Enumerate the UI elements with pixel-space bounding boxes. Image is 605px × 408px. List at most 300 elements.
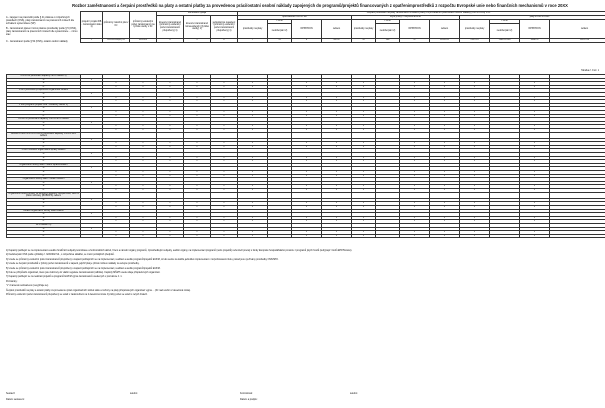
cell[interactable]: x bbox=[292, 100, 322, 104]
cell[interactable]: x bbox=[400, 174, 430, 178]
cell[interactable]: x bbox=[157, 231, 184, 235]
cell[interactable]: x bbox=[322, 125, 352, 129]
cell[interactable]: x bbox=[400, 234, 430, 238]
cell[interactable]: x bbox=[400, 142, 430, 146]
cell[interactable]: x bbox=[103, 160, 130, 164]
cell[interactable]: x bbox=[238, 100, 268, 104]
cell[interactable]: x bbox=[520, 96, 550, 100]
cell[interactable]: x bbox=[322, 171, 352, 175]
cell[interactable]: x bbox=[184, 85, 211, 89]
cell[interactable]: x bbox=[130, 145, 157, 149]
cell[interactable]: x bbox=[460, 125, 490, 129]
cell[interactable]: x bbox=[130, 205, 157, 209]
cell[interactable]: x bbox=[400, 145, 430, 149]
cell[interactable]: x bbox=[130, 202, 157, 206]
cell[interactable]: x bbox=[520, 100, 550, 104]
cell[interactable]: x bbox=[184, 216, 211, 220]
cell[interactable]: x bbox=[322, 185, 352, 189]
cell[interactable]: x bbox=[430, 100, 460, 104]
cell[interactable]: x bbox=[81, 78, 103, 82]
cell[interactable]: x bbox=[430, 234, 460, 238]
cell[interactable]: x bbox=[157, 100, 184, 104]
cell[interactable]: x bbox=[211, 128, 238, 132]
cell[interactable]: x bbox=[430, 82, 460, 86]
cell[interactable]: x bbox=[81, 121, 103, 125]
cell[interactable]: x bbox=[157, 160, 184, 164]
cell[interactable]: x bbox=[520, 189, 550, 193]
cell[interactable]: x bbox=[103, 100, 130, 104]
cell[interactable]: x bbox=[211, 220, 238, 224]
cell[interactable]: x bbox=[81, 138, 103, 142]
cell[interactable]: x bbox=[130, 189, 157, 193]
cell[interactable]: x bbox=[184, 100, 211, 104]
cell[interactable]: x bbox=[400, 156, 430, 160]
cell[interactable]: x bbox=[292, 110, 322, 114]
cell[interactable]: x bbox=[460, 216, 490, 220]
cell[interactable]: x bbox=[184, 220, 211, 224]
cell[interactable]: x bbox=[322, 156, 352, 160]
cell[interactable]: x bbox=[184, 96, 211, 100]
cell[interactable]: x bbox=[322, 220, 352, 224]
cell[interactable]: x bbox=[520, 110, 550, 114]
cell[interactable]: x bbox=[430, 174, 460, 178]
cell[interactable]: x bbox=[211, 114, 238, 118]
cell[interactable]: x bbox=[103, 96, 130, 100]
cell[interactable]: x bbox=[322, 100, 352, 104]
cell[interactable]: x bbox=[400, 82, 430, 86]
cell[interactable]: x bbox=[130, 128, 157, 132]
cell[interactable]: x bbox=[211, 156, 238, 160]
cell[interactable]: x bbox=[400, 220, 430, 224]
cell[interactable]: x bbox=[400, 189, 430, 193]
cell[interactable]: x bbox=[103, 85, 130, 89]
cell[interactable]: x bbox=[352, 125, 376, 129]
cell[interactable]: x bbox=[157, 114, 184, 118]
cell[interactable]: x bbox=[292, 160, 322, 164]
cell[interactable]: x bbox=[184, 128, 211, 132]
cell[interactable]: x bbox=[460, 128, 490, 132]
cell[interactable]: x bbox=[130, 216, 157, 220]
cell[interactable]: x bbox=[460, 142, 490, 146]
cell[interactable]: x bbox=[103, 142, 130, 146]
cell[interactable]: x bbox=[400, 85, 430, 89]
cell[interactable]: x bbox=[157, 234, 184, 238]
cell[interactable]: x bbox=[184, 174, 211, 178]
cell[interactable]: x bbox=[322, 174, 352, 178]
cell[interactable]: x bbox=[157, 96, 184, 100]
cell[interactable]: x bbox=[130, 110, 157, 114]
cell[interactable]: x bbox=[460, 160, 490, 164]
cell[interactable]: x bbox=[322, 205, 352, 209]
cell[interactable]: x bbox=[352, 160, 376, 164]
cell[interactable]: x bbox=[520, 216, 550, 220]
cell[interactable]: x bbox=[322, 85, 352, 89]
cell[interactable]: x bbox=[292, 85, 322, 89]
cell[interactable]: x bbox=[157, 128, 184, 132]
cell[interactable]: x bbox=[352, 100, 376, 104]
cell[interactable]: x bbox=[184, 185, 211, 189]
cell[interactable]: x bbox=[130, 220, 157, 224]
cell[interactable]: x bbox=[520, 202, 550, 206]
cell[interactable]: x bbox=[322, 128, 352, 132]
cell[interactable]: x bbox=[238, 234, 268, 238]
cell[interactable]: x bbox=[103, 82, 130, 86]
cell[interactable]: x bbox=[520, 142, 550, 146]
cell[interactable]: x bbox=[184, 125, 211, 129]
cell[interactable]: x bbox=[400, 231, 430, 235]
cell[interactable]: x bbox=[352, 220, 376, 224]
cell[interactable]: x bbox=[430, 202, 460, 206]
cell[interactable]: x bbox=[103, 174, 130, 178]
cell[interactable]: x bbox=[157, 125, 184, 129]
cell[interactable]: x bbox=[81, 153, 103, 157]
cell[interactable]: x bbox=[460, 82, 490, 86]
cell[interactable]: x bbox=[130, 231, 157, 235]
cell[interactable]: x bbox=[352, 216, 376, 220]
cell[interactable]: x bbox=[238, 128, 268, 132]
cell[interactable]: x bbox=[238, 85, 268, 89]
cell[interactable]: x bbox=[430, 231, 460, 235]
cell[interactable]: x bbox=[322, 114, 352, 118]
cell[interactable]: x bbox=[103, 128, 130, 132]
cell[interactable]: x bbox=[157, 145, 184, 149]
cell[interactable]: x bbox=[460, 100, 490, 104]
cell[interactable]: x bbox=[292, 114, 322, 118]
cell[interactable] bbox=[268, 234, 292, 238]
cell[interactable]: x bbox=[352, 145, 376, 149]
cell[interactable]: x bbox=[130, 100, 157, 104]
cell[interactable]: x bbox=[430, 189, 460, 193]
cell[interactable]: x bbox=[520, 156, 550, 160]
cell[interactable]: x bbox=[238, 174, 268, 178]
cell[interactable]: x bbox=[400, 216, 430, 220]
cell[interactable]: x bbox=[130, 160, 157, 164]
cell[interactable]: x bbox=[81, 167, 103, 171]
cell[interactable]: x bbox=[103, 171, 130, 175]
cell[interactable]: x bbox=[130, 142, 157, 146]
cell[interactable]: x bbox=[81, 213, 103, 217]
cell[interactable]: x bbox=[238, 220, 268, 224]
cell[interactable]: x bbox=[238, 205, 268, 209]
cell[interactable]: x bbox=[292, 128, 322, 132]
cell[interactable]: x bbox=[238, 82, 268, 86]
cell[interactable]: x bbox=[292, 171, 322, 175]
cell[interactable]: x bbox=[211, 85, 238, 89]
cell[interactable]: x bbox=[292, 96, 322, 100]
cell[interactable]: x bbox=[352, 174, 376, 178]
cell[interactable]: x bbox=[292, 156, 322, 160]
cell[interactable]: x bbox=[130, 174, 157, 178]
cell[interactable]: x bbox=[430, 125, 460, 129]
cell[interactable]: x bbox=[130, 171, 157, 175]
cell[interactable]: x bbox=[81, 227, 103, 231]
cell[interactable]: x bbox=[430, 114, 460, 118]
cell[interactable]: x bbox=[322, 82, 352, 86]
cell[interactable]: x bbox=[103, 220, 130, 224]
cell[interactable] bbox=[81, 234, 103, 238]
cell[interactable]: x bbox=[430, 216, 460, 220]
cell[interactable]: x bbox=[460, 234, 490, 238]
cell[interactable]: x bbox=[157, 174, 184, 178]
cell[interactable]: x bbox=[292, 205, 322, 209]
cell[interactable]: x bbox=[520, 171, 550, 175]
cell[interactable]: x bbox=[322, 96, 352, 100]
cell[interactable]: x bbox=[211, 96, 238, 100]
cell[interactable] bbox=[376, 234, 400, 238]
cell[interactable]: x bbox=[352, 202, 376, 206]
cell[interactable]: x bbox=[103, 145, 130, 149]
cell[interactable]: x bbox=[211, 82, 238, 86]
cell[interactable]: x bbox=[430, 185, 460, 189]
cell[interactable]: x bbox=[238, 160, 268, 164]
cell[interactable]: x bbox=[238, 189, 268, 193]
cell[interactable]: x bbox=[352, 110, 376, 114]
cell[interactable]: x bbox=[184, 205, 211, 209]
cell[interactable]: x bbox=[292, 220, 322, 224]
cell[interactable]: x bbox=[292, 216, 322, 220]
cell[interactable]: x bbox=[157, 189, 184, 193]
cell[interactable]: x bbox=[430, 128, 460, 132]
cell[interactable]: x bbox=[157, 185, 184, 189]
cell[interactable]: x bbox=[352, 96, 376, 100]
cell[interactable]: x bbox=[103, 114, 130, 118]
cell[interactable]: x bbox=[322, 142, 352, 146]
cell[interactable]: x bbox=[211, 171, 238, 175]
cell[interactable]: x bbox=[292, 145, 322, 149]
cell[interactable]: x bbox=[322, 202, 352, 206]
cell[interactable]: x bbox=[292, 202, 322, 206]
cell[interactable]: x bbox=[157, 220, 184, 224]
cell[interactable]: x bbox=[211, 142, 238, 146]
cell[interactable]: x bbox=[430, 220, 460, 224]
cell[interactable]: x bbox=[352, 189, 376, 193]
cell[interactable]: x bbox=[292, 185, 322, 189]
cell[interactable]: x bbox=[157, 85, 184, 89]
cell[interactable]: x bbox=[81, 107, 103, 111]
cell[interactable]: x bbox=[211, 125, 238, 129]
cell[interactable]: x bbox=[103, 189, 130, 193]
cell[interactable]: x bbox=[157, 171, 184, 175]
cell[interactable]: x bbox=[520, 185, 550, 189]
cell[interactable]: x bbox=[352, 171, 376, 175]
cell[interactable]: x bbox=[520, 82, 550, 86]
cell[interactable]: x bbox=[520, 234, 550, 238]
cell[interactable]: x bbox=[352, 185, 376, 189]
cell[interactable]: x bbox=[430, 110, 460, 114]
cell[interactable]: x bbox=[130, 185, 157, 189]
cell[interactable]: x bbox=[103, 185, 130, 189]
cell[interactable]: x bbox=[157, 216, 184, 220]
cell[interactable] bbox=[550, 234, 605, 238]
cell[interactable]: x bbox=[400, 128, 430, 132]
cell[interactable]: x bbox=[292, 189, 322, 193]
cell[interactable]: x bbox=[292, 231, 322, 235]
cell[interactable]: x bbox=[352, 85, 376, 89]
cell[interactable]: x bbox=[352, 231, 376, 235]
cell[interactable]: x bbox=[238, 96, 268, 100]
cell[interactable]: x bbox=[81, 92, 103, 96]
cell[interactable]: x bbox=[352, 234, 376, 238]
cell[interactable]: x bbox=[211, 202, 238, 206]
cell[interactable]: x bbox=[400, 205, 430, 209]
cell[interactable]: x bbox=[520, 174, 550, 178]
cell[interactable]: x bbox=[460, 145, 490, 149]
cell[interactable]: x bbox=[520, 145, 550, 149]
cell[interactable]: x bbox=[184, 189, 211, 193]
cell[interactable]: x bbox=[130, 125, 157, 129]
cell[interactable]: x bbox=[430, 142, 460, 146]
cell[interactable]: x bbox=[130, 82, 157, 86]
cell[interactable]: x bbox=[352, 128, 376, 132]
cell[interactable]: x bbox=[103, 205, 130, 209]
cell[interactable]: x bbox=[322, 189, 352, 193]
cell[interactable]: x bbox=[400, 171, 430, 175]
cell[interactable]: x bbox=[292, 142, 322, 146]
cell[interactable]: x bbox=[460, 96, 490, 100]
cell[interactable]: x bbox=[460, 231, 490, 235]
cell[interactable]: x bbox=[157, 205, 184, 209]
cell[interactable]: x bbox=[211, 145, 238, 149]
cell[interactable]: x bbox=[157, 202, 184, 206]
cell[interactable]: x bbox=[211, 100, 238, 104]
cell[interactable]: x bbox=[430, 145, 460, 149]
cell[interactable]: x bbox=[520, 231, 550, 235]
cell[interactable]: x bbox=[352, 205, 376, 209]
cell[interactable]: x bbox=[400, 185, 430, 189]
cell[interactable]: x bbox=[238, 110, 268, 114]
cell[interactable]: x bbox=[130, 85, 157, 89]
cell[interactable]: x bbox=[103, 234, 130, 238]
cell[interactable]: x bbox=[238, 125, 268, 129]
cell[interactable]: x bbox=[238, 216, 268, 220]
cell[interactable]: x bbox=[520, 220, 550, 224]
cell[interactable]: x bbox=[184, 202, 211, 206]
cell[interactable]: x bbox=[103, 110, 130, 114]
cell[interactable]: x bbox=[400, 96, 430, 100]
cell[interactable]: x bbox=[211, 216, 238, 220]
cell[interactable]: x bbox=[520, 125, 550, 129]
cell[interactable]: x bbox=[400, 100, 430, 104]
cell[interactable]: x bbox=[460, 185, 490, 189]
cell[interactable]: x bbox=[520, 160, 550, 164]
cell[interactable]: x bbox=[184, 234, 211, 238]
cell[interactable]: x bbox=[430, 171, 460, 175]
cell[interactable]: x bbox=[460, 174, 490, 178]
cell[interactable]: x bbox=[157, 142, 184, 146]
cell[interactable]: x bbox=[430, 205, 460, 209]
cell[interactable]: x bbox=[520, 85, 550, 89]
cell[interactable]: x bbox=[292, 234, 322, 238]
cell[interactable]: x bbox=[238, 142, 268, 146]
cell[interactable]: x bbox=[211, 189, 238, 193]
cell[interactable]: x bbox=[322, 110, 352, 114]
cell[interactable]: x bbox=[238, 156, 268, 160]
cell[interactable]: x bbox=[460, 189, 490, 193]
cell[interactable]: x bbox=[520, 114, 550, 118]
cell[interactable]: x bbox=[130, 234, 157, 238]
cell[interactable]: x bbox=[322, 160, 352, 164]
cell[interactable]: x bbox=[460, 171, 490, 175]
cell[interactable]: x bbox=[460, 85, 490, 89]
cell[interactable]: x bbox=[238, 145, 268, 149]
cell[interactable]: x bbox=[238, 114, 268, 118]
cell[interactable]: x bbox=[460, 220, 490, 224]
cell[interactable]: x bbox=[130, 96, 157, 100]
cell[interactable]: x bbox=[430, 156, 460, 160]
cell[interactable]: x bbox=[238, 231, 268, 235]
cell[interactable]: x bbox=[352, 156, 376, 160]
cell[interactable]: x bbox=[322, 216, 352, 220]
cell[interactable]: x bbox=[238, 171, 268, 175]
cell[interactable]: x bbox=[211, 185, 238, 189]
cell[interactable]: x bbox=[81, 181, 103, 185]
cell[interactable]: x bbox=[400, 110, 430, 114]
cell[interactable]: x bbox=[157, 156, 184, 160]
cell[interactable]: x bbox=[352, 82, 376, 86]
cell[interactable]: x bbox=[400, 125, 430, 129]
cell[interactable]: x bbox=[292, 125, 322, 129]
cell[interactable]: x bbox=[184, 145, 211, 149]
cell[interactable]: x bbox=[238, 185, 268, 189]
cell[interactable]: x bbox=[520, 128, 550, 132]
cell[interactable]: x bbox=[81, 198, 103, 202]
cell[interactable]: x bbox=[352, 114, 376, 118]
cell[interactable]: x bbox=[211, 205, 238, 209]
cell[interactable]: x bbox=[430, 85, 460, 89]
cell[interactable]: x bbox=[292, 174, 322, 178]
cell[interactable]: x bbox=[184, 171, 211, 175]
cell[interactable]: x bbox=[520, 205, 550, 209]
cell[interactable]: x bbox=[430, 160, 460, 164]
cell[interactable]: x bbox=[460, 114, 490, 118]
cell[interactable]: x bbox=[103, 216, 130, 220]
cell[interactable]: x bbox=[322, 231, 352, 235]
cell[interactable]: x bbox=[184, 114, 211, 118]
cell[interactable]: x bbox=[238, 202, 268, 206]
cell[interactable]: x bbox=[103, 231, 130, 235]
cell[interactable]: x bbox=[103, 156, 130, 160]
cell[interactable]: x bbox=[400, 202, 430, 206]
cell[interactable]: x bbox=[400, 160, 430, 164]
cell[interactable]: x bbox=[322, 234, 352, 238]
cell[interactable]: x bbox=[352, 142, 376, 146]
cell[interactable]: x bbox=[292, 82, 322, 86]
cell[interactable]: x bbox=[103, 202, 130, 206]
cell[interactable]: x bbox=[184, 110, 211, 114]
cell[interactable]: x bbox=[184, 142, 211, 146]
cell[interactable]: x bbox=[184, 231, 211, 235]
cell[interactable]: x bbox=[130, 156, 157, 160]
cell[interactable]: x bbox=[400, 114, 430, 118]
cell[interactable]: x bbox=[184, 160, 211, 164]
cell[interactable]: x bbox=[460, 110, 490, 114]
cell[interactable]: x bbox=[184, 82, 211, 86]
cell[interactable]: x bbox=[460, 156, 490, 160]
cell[interactable]: x bbox=[211, 160, 238, 164]
cell[interactable]: x bbox=[211, 234, 238, 238]
cell[interactable]: x bbox=[322, 145, 352, 149]
cell[interactable] bbox=[490, 234, 520, 238]
cell[interactable]: x bbox=[211, 231, 238, 235]
cell[interactable]: x bbox=[430, 96, 460, 100]
cell[interactable]: x bbox=[103, 125, 130, 129]
cell[interactable]: x bbox=[211, 110, 238, 114]
cell[interactable]: x bbox=[184, 156, 211, 160]
cell[interactable]: x bbox=[460, 202, 490, 206]
cell[interactable]: x bbox=[157, 110, 184, 114]
cell[interactable]: x bbox=[460, 205, 490, 209]
cell[interactable]: x bbox=[211, 174, 238, 178]
